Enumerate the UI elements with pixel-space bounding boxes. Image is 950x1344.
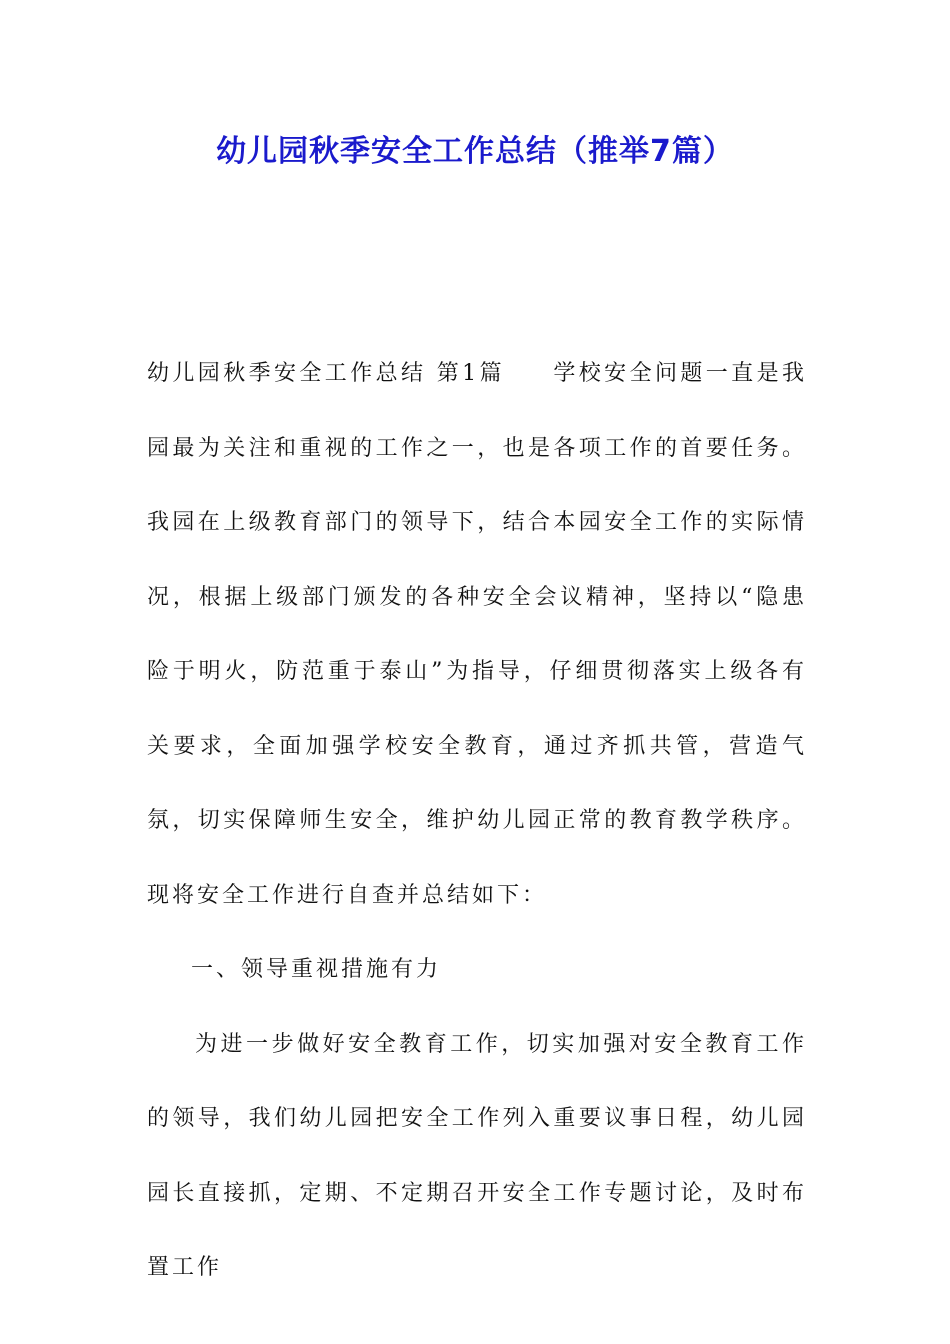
intro-paragraph	[147, 337, 807, 933]
document-body	[147, 337, 807, 1306]
document-title: 幼儿园秋季安全工作总结（推举7篇）	[216, 134, 734, 169]
subheading-leadership: 一、领导重视措施有力	[191, 957, 442, 982]
paragraph-text: 学校安全问题一直是我园最为关注和重视的工作之一，也是各项工作的首要任务。我园在上级教育部门的领导下，结合本园安全工作的实际情况，根据上级部门颁发的各种安全会议精神，坚持以“隐患险于明火，防范重于泰山”为指导，仔细贯彻落实上级各有关要求，全面加强学校安全教育，通过齐抓共管，营造气氛，切实保障师生安全，维护幼儿园正常的教育教学秩序。现将安全工作进行自查并总结如下：	[147, 361, 807, 908]
paragraph-text: 为进一步做好安全教育工作，切实加强对安全教育工作的领导，我们幼儿园把安全工作列入重要议事日程，幼儿园园长直接抓，定期、不定期召开安全工作专题讨论，及时布置工作	[147, 1031, 807, 1280]
section-heading: 幼儿园秋季安全工作总结 第1篇	[147, 361, 505, 386]
